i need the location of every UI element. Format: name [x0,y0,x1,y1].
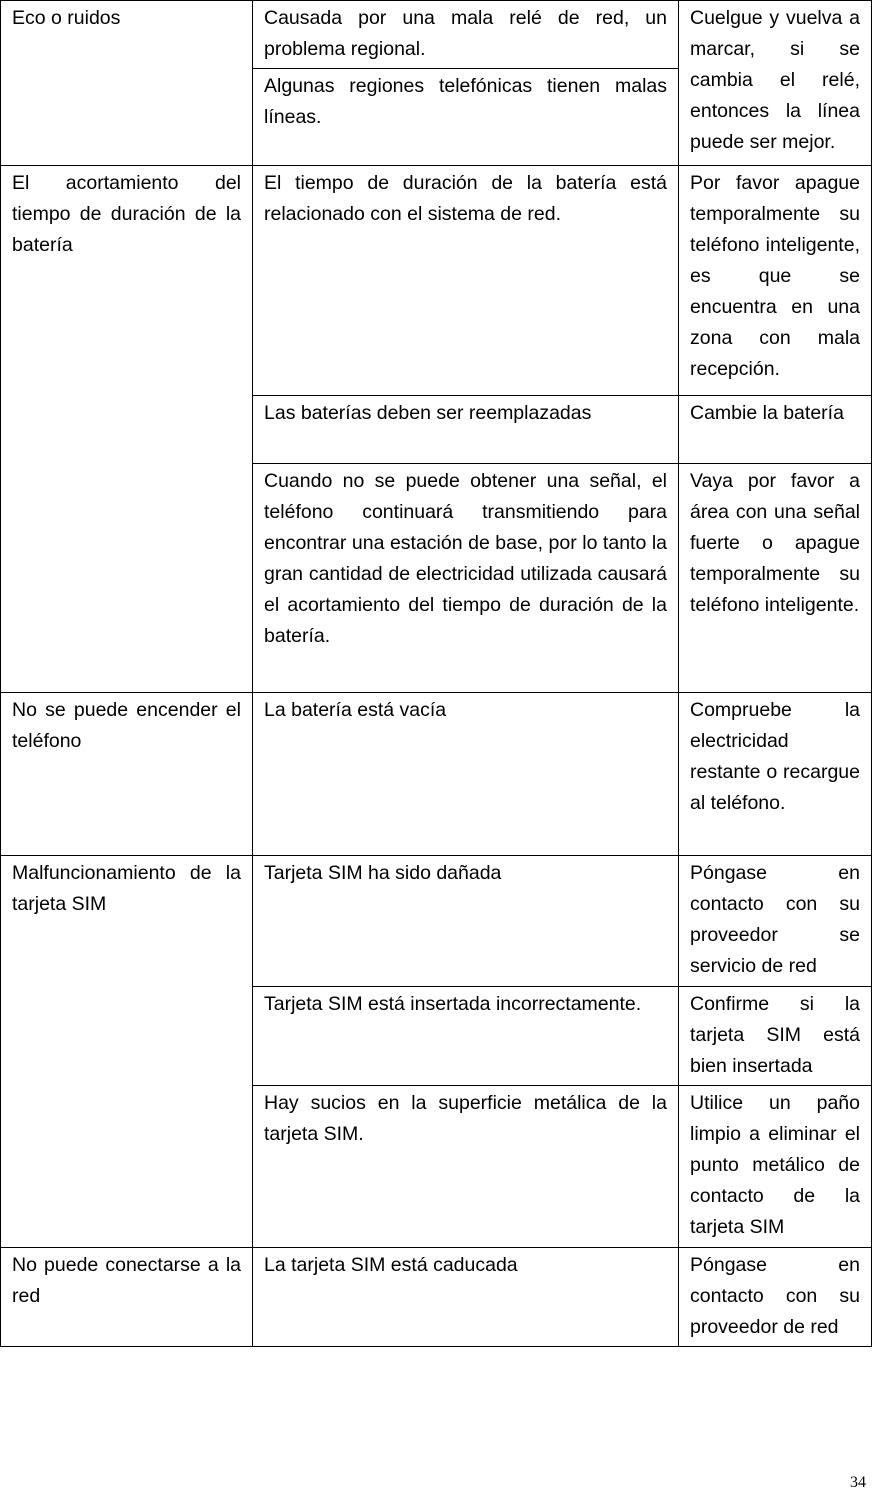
solution-cell: Cambie la batería [679,396,872,464]
cause-cell: Hay sucios en la superficie metálica de la tarjeta SIM. [253,1086,679,1248]
problem-cell: No puede conectarse a la red [1,1248,253,1347]
cause-cell: Cuando no se puede obtener una señal, el teléfono continuará transmitiendo para encontrar una estación de base, por lo tanto la gran cantidad de electricidad utilizada causará el acortamiento del tiempo de duración de la batería. [253,464,679,693]
solution-cell: Confirme si la tarjeta SIM está bien insertada [679,987,872,1086]
problem-cell: No se puede encender el teléfono [1,693,253,856]
cause-cell: Algunas regiones telefónicas tienen malas líneas. [253,69,679,166]
solution-cell: Utilice un paño limpio a eliminar el punto metálico de contacto de la tarjeta SIM [679,1086,872,1248]
cause-cell: La batería está vacía [253,693,679,856]
cause-cell: Causada por una mala relé de red, un problema regional. [253,1,679,69]
page-number: 34 [850,1474,866,1491]
table-row [1,1248,872,1347]
cause-cell: Tarjeta SIM ha sido dañada [253,856,679,987]
solution-cell: Cuelgue y vuelva a marcar, si se cambia el relé, entonces la línea puede ser mejor. [679,1,872,166]
cause-cell: El tiempo de duración de la batería está relacionado con el sistema de red. [253,166,679,396]
table-row [1,166,872,396]
cause-cell: Tarjeta SIM está insertada incorrectamente. [253,987,679,1086]
table-row [1,693,872,856]
solution-cell: Póngase en contacto con su proveedor de red [679,1248,872,1347]
solution-cell: Póngase en contacto con su proveedor se servicio de red [679,856,872,987]
cause-cell: La tarjeta SIM está caducada [253,1248,679,1347]
cause-cell: Las baterías deben ser reemplazadas [253,396,679,464]
solution-cell: Por favor apague temporalmente su teléfono inteligente, es que se encuentra en una zona con mala recepción. [679,166,872,396]
problem-cell: Eco o ruidos [1,1,253,166]
problem-cell: Malfuncionamiento de la tarjeta SIM [1,856,253,1248]
table-row [1,1,872,69]
solution-cell: Compruebe la electricidad restante o recargue al teléfono. [679,693,872,856]
solution-cell: Vaya por favor a área con una señal fuerte o apague temporalmente su teléfono inteligente. [679,464,872,693]
table-row [1,856,872,987]
problem-cell: El acortamiento del tiempo de duración de la batería [1,166,253,693]
